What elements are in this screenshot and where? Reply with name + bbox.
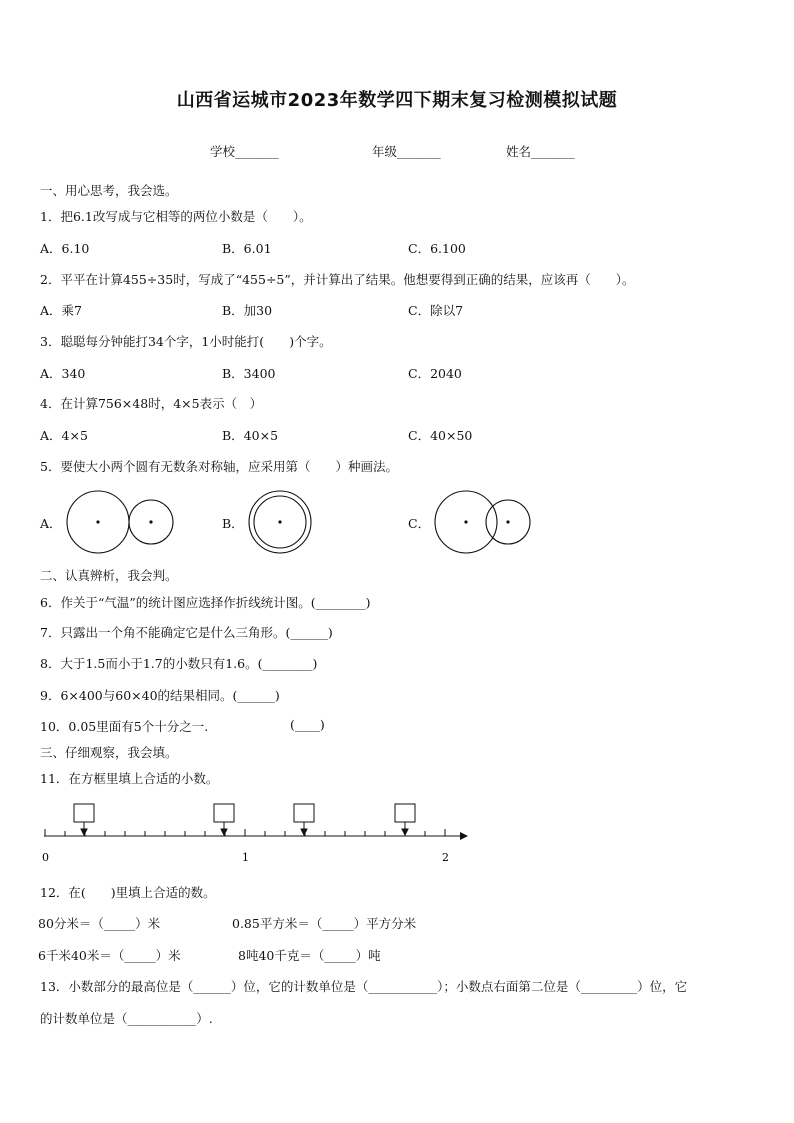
q5-option-c: C．: [408, 516, 431, 531]
q3-option-b: B．3400: [222, 366, 276, 381]
axis-ticks: [45, 829, 445, 836]
section-3-heading: 三、仔细观察，我会填。: [40, 745, 178, 760]
center-dot: [278, 520, 281, 523]
number-line: [40, 800, 480, 870]
q12-item-2: 0.85平方米＝（_____）平方分米: [232, 916, 417, 931]
q5-figure-a: [60, 488, 180, 558]
page-title: 山西省运城市2023年数学四下期末复习检测模拟试题: [176, 90, 618, 111]
center-dot: [506, 520, 509, 523]
q3-option-c: C．2040: [408, 366, 462, 381]
name-field: 姓名_______: [506, 144, 575, 159]
question-11: 11．在方框里填上合适的小数。: [40, 771, 219, 786]
q10-answer-blank: (____): [290, 717, 325, 732]
q12-item-4: 8吨40千克＝（_____）吨: [238, 948, 381, 963]
q3-option-a: A．340: [40, 366, 86, 381]
answer-box-2: [214, 804, 234, 822]
question-2: 2．平平在计算455÷35时，写成了“455÷5”，并计算出了结果。他想要得到正确的结果，应该再（ ）。: [40, 272, 635, 287]
q1-option-a: A．6.10: [40, 241, 90, 256]
center-dot: [464, 520, 467, 523]
center-dot: [149, 520, 152, 523]
question-1: 1．把6.1改写成与它相等的两位小数是（ ）。: [40, 209, 312, 224]
grade-field: 年级_______: [372, 144, 441, 159]
question-4: 4．在计算756×48时，4×5表示（ ）: [40, 396, 263, 411]
q1-option-b: B．6.01: [222, 241, 272, 256]
section-1-heading: 一、用心思考，我会选。: [40, 183, 178, 198]
q12-item-3: 6千米40米＝（_____）米: [38, 948, 181, 963]
q4-option-b: B．40×5: [222, 428, 279, 443]
answer-box-1: [74, 804, 94, 822]
q2-option-a: A．乘7: [40, 303, 82, 318]
question-13-line-1: 13．小数部分的最高位是（______）位，它的计数单位是（___________）；小数点右面第二位是（_________）位，它: [40, 979, 688, 994]
q4-option-c: C．40×50: [408, 428, 473, 443]
q5-option-b: B．: [222, 516, 244, 531]
q4-option-a: A．4×5: [40, 428, 88, 443]
answer-box-4: [395, 804, 415, 822]
question-3: 3．聪聪每分钟能打34个字，1小时能打( )个字。: [40, 334, 332, 349]
tick-label-0: 0: [42, 851, 49, 864]
tick-label-2: 2: [442, 851, 449, 864]
question-12: 12．在( )里填上合适的数。: [40, 885, 216, 900]
axis-arrow: [460, 832, 468, 840]
q2-option-b: B．加30: [222, 303, 273, 318]
question-7: 7．只露出一个角不能确定它是什么三角形。(______): [40, 625, 333, 640]
question-8: 8．大于1.5而小于1.7的小数只有1.6。(________): [40, 656, 318, 671]
question-10: 10．0.05里面有5个十分之一.: [40, 719, 209, 734]
answer-box-3: [294, 804, 314, 822]
q1-option-c: C．6.100: [408, 241, 466, 256]
q5-option-a: A．: [40, 516, 62, 531]
tick-label-1: 1: [242, 851, 249, 864]
question-5: 5．要使大小两个圆有无数条对称轴，应采用第（ ）种画法。: [40, 459, 398, 474]
q12-item-1: 80分米＝（_____）米: [38, 916, 161, 931]
school-field: 学校_______: [210, 144, 279, 159]
q2-option-c: C．除以7: [408, 303, 464, 318]
center-dot: [96, 520, 99, 523]
q5-figure-b: [244, 488, 324, 558]
question-13-line-2: 的计数单位是（___________）.: [40, 1011, 213, 1026]
question-9: 9．6×400与60×40的结果相同。(______): [40, 688, 280, 703]
section-2-heading: 二、认真辨析，我会判。: [40, 568, 178, 583]
question-6: 6．作关于“气温”的统计图应选择作折线统计图。(________): [40, 595, 371, 610]
q5-figure-c: [428, 488, 548, 558]
